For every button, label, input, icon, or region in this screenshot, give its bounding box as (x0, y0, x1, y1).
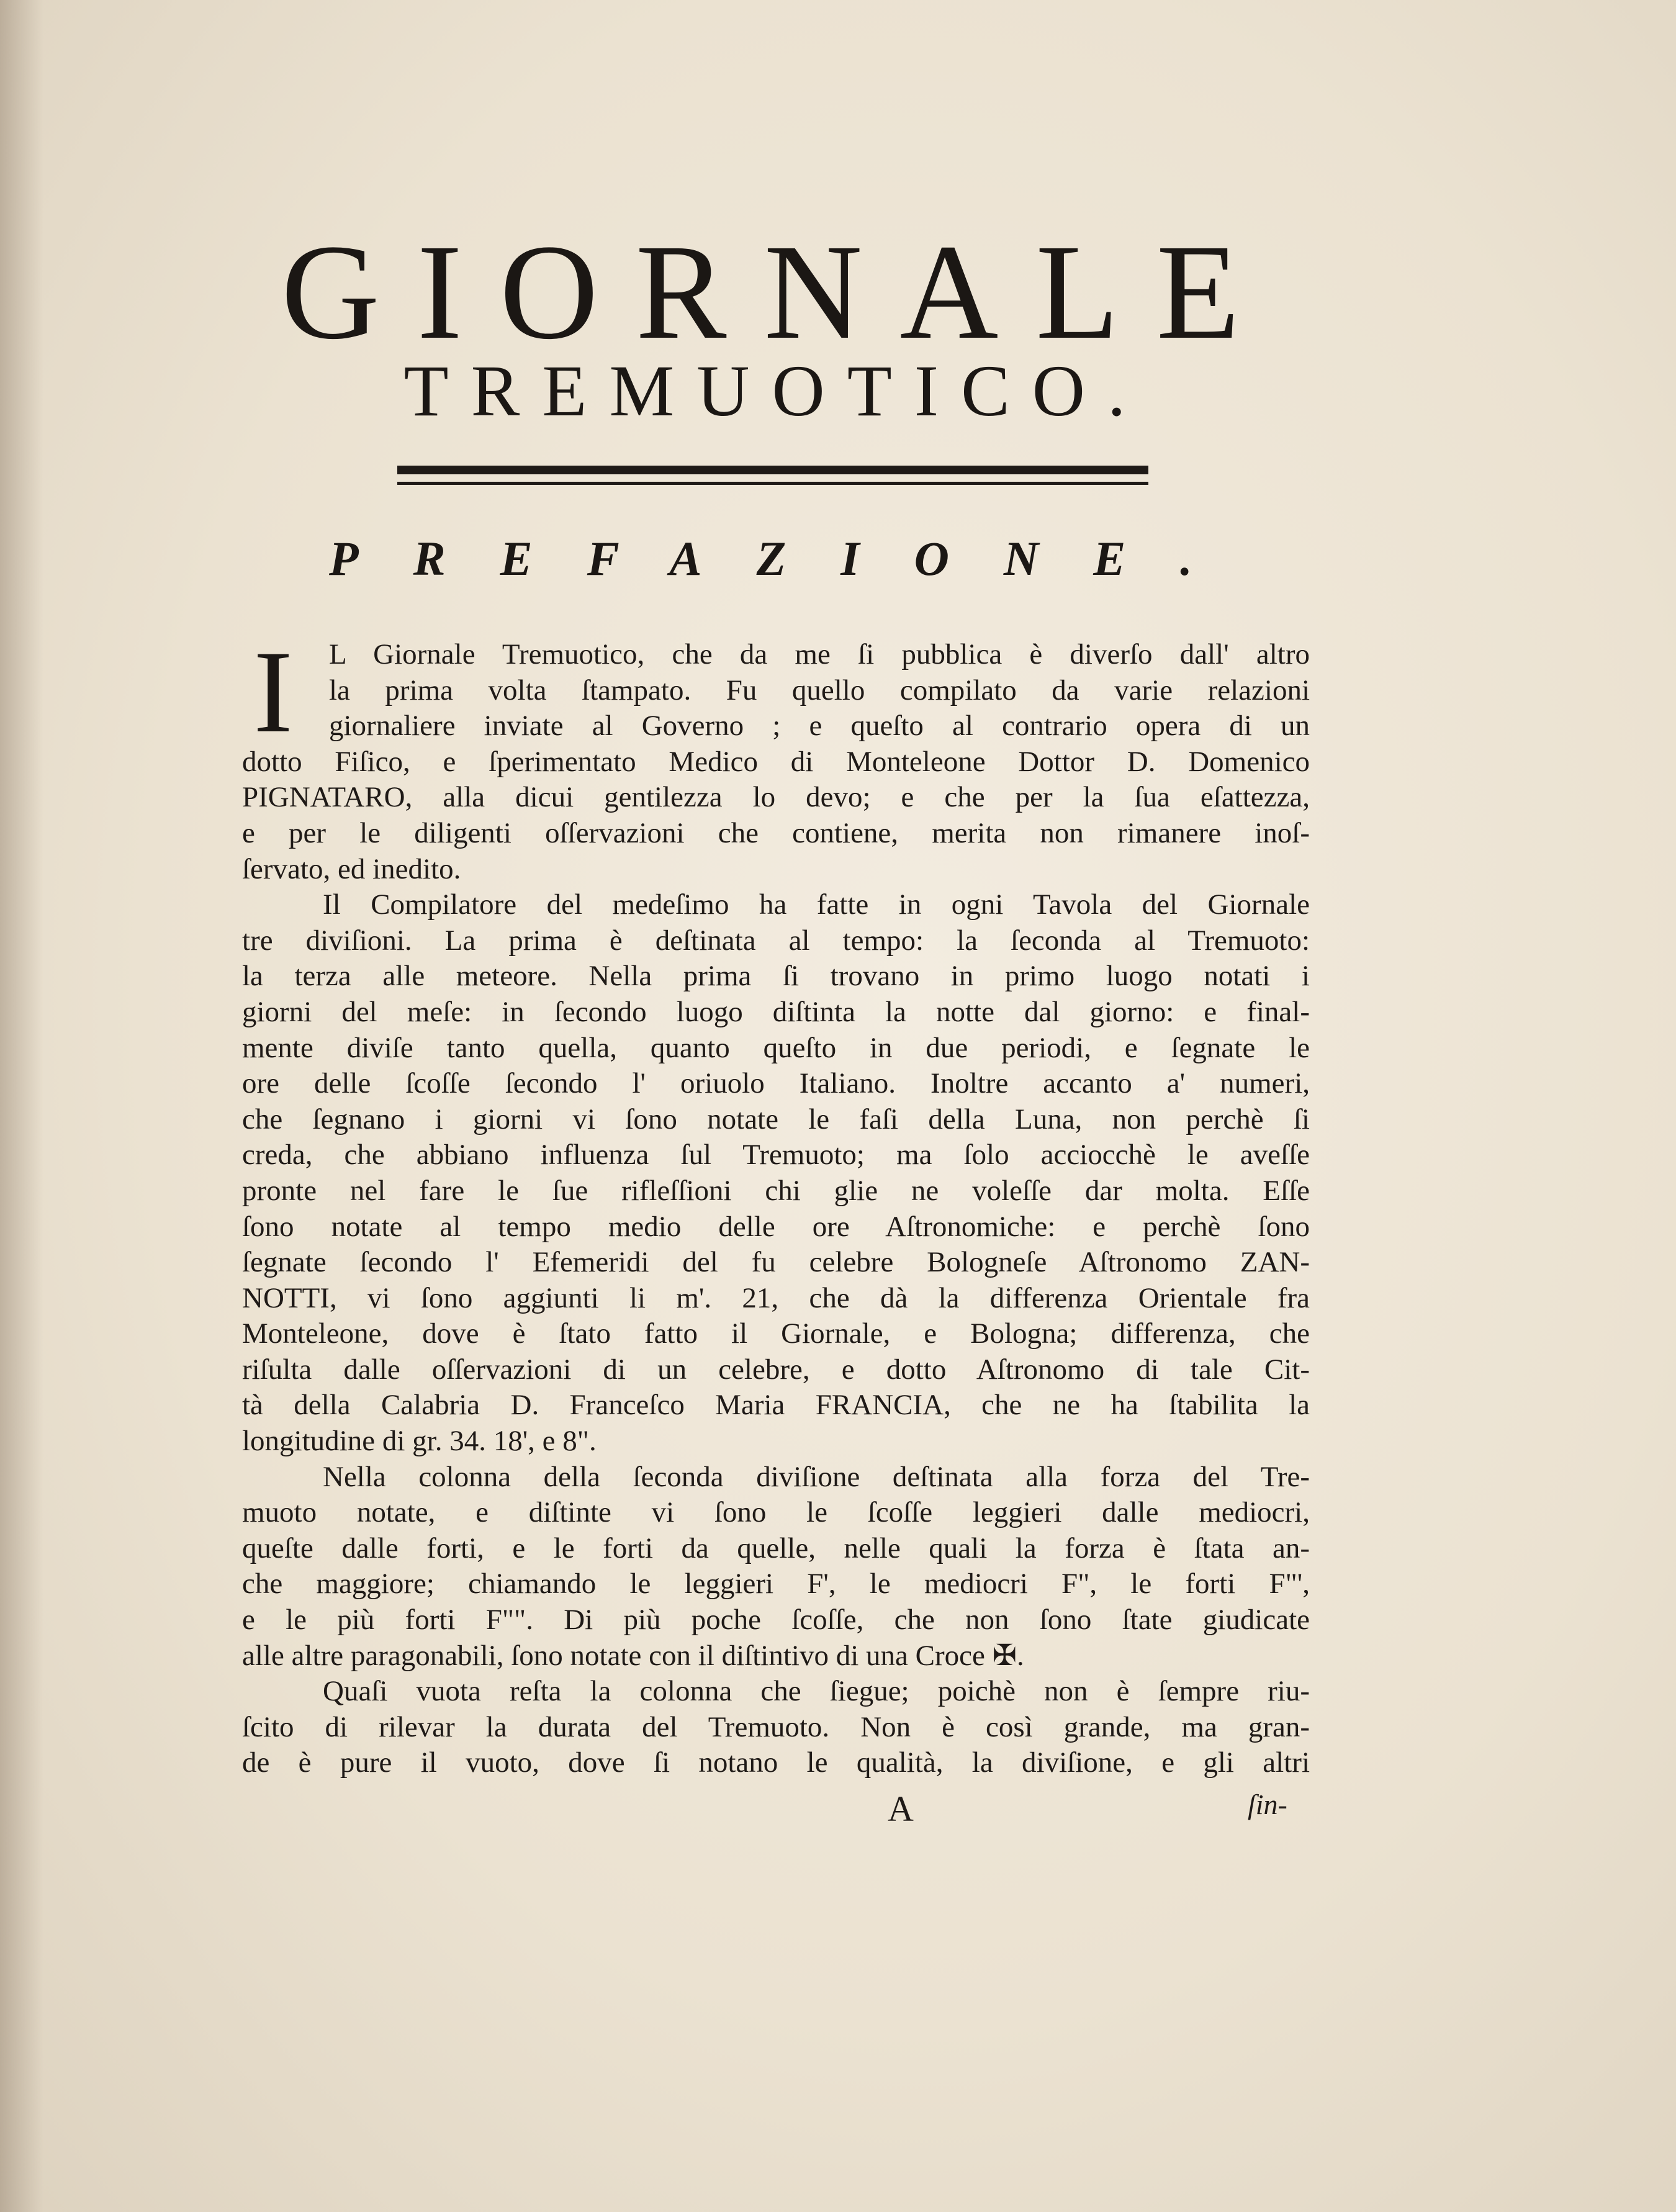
text-line: Il Compilatore del medeſimo ha fatte in ogni Tavola del Giornale (323, 888, 1310, 921)
text-line: queſte dalle forti, e le forti da quelle, nelle quali la forza è ſtata an- (242, 1532, 1310, 1564)
text-line: ore delle ſcoſſe ſecondo l' oriuolo Italiano. Inoltre accanto a' numeri, (242, 1067, 1310, 1100)
text-line: giorni del meſe: in ſecondo luogo diſtinta la notte dal giorno: e final- (242, 995, 1310, 1028)
text-line: ſervato, ed inedito. (242, 852, 461, 885)
text-line: alle altre paragonabili, ſono notate con il diſtintivo di una Croce ✠. (242, 1639, 1024, 1672)
text-line: la prima volta ſtampato. Fu quello compilato da varie relazioni (329, 674, 1310, 706)
text-line: creda, che abbiano influenza ſul Tremuoto; ma ſolo acciocchè le aveſſe (242, 1139, 1310, 1171)
title-rule-thin (397, 482, 1148, 485)
preface-heading: PREFAZIONE. (329, 531, 1247, 585)
text-line: e le più forti F"". Di più poche ſcoſſe, che non ſono ſtate giudicate (242, 1604, 1310, 1636)
text-line: NOTTI, vi ſono aggiunti li m'. 21, che dà la differenza Orientale fra (242, 1281, 1310, 1314)
text-line: PIGNATARO, alla dicui gentilezza lo devo; e che per la ſua eſattezza, (242, 781, 1310, 814)
text-line: e per le diligenti oſſervazioni che contiene, merita non rimanere inoſ- (242, 816, 1310, 849)
text-line: che maggiore; chiamando le leggieri F', le mediocri F", le forti F"', (242, 1568, 1310, 1600)
text-line: tre diviſioni. La prima è deſtinata al tempo: la ſeconda al Tremuoto: (242, 924, 1310, 957)
text-line: longitudine di gr. 34. 18', e 8". (242, 1425, 597, 1458)
text-line: pronte nel fare le ſue rifleſſioni chi glie ne voleſſe dar molta. Eſſe (242, 1174, 1310, 1207)
text-line: ſono notate al tempo medio delle ore Aſtronomiche: e perchè ſono (242, 1210, 1310, 1243)
text-line: giornaliere inviate al Governo ; e queſto al contrario opera di un (329, 710, 1310, 743)
signature-mark: A (888, 1789, 914, 1829)
text-line: tà della Calabria D. Franceſco Maria FRANCIA, che ne ha ſtabilita la (242, 1389, 1310, 1422)
text-line: Monteleone, dove è ſtato fatto il Giornale, e Bologna; differenza, che (242, 1317, 1310, 1350)
text-line: dotto Fiſico, e ſperimentato Medico di Monteleone Dottor D. Domenico (242, 745, 1310, 778)
drop-cap: I (253, 627, 293, 757)
catchword: ſin- (1248, 1789, 1287, 1820)
body-text (242, 637, 1310, 1781)
title-rule-thick (397, 466, 1148, 474)
text-line: la terza alle meteore. Nella prima ſi trovano in primo luogo notati i (242, 960, 1310, 993)
text-line: Quaſi vuota reſta la colonna che ſiegue; poichè non è ſempre riu- (323, 1675, 1310, 1708)
text-line: L Giornale Tremuotico, che da me ſi pubblica è diverſo dall' altro (329, 638, 1310, 670)
page-subtitle: TREMUOTICO. (403, 350, 1148, 431)
page-title: GIORNALE (281, 216, 1277, 368)
text-line: che ſegnano i giorni vi ſono notate le faſi della Luna, non perchè ſi (242, 1103, 1310, 1135)
text-line: riſulta dalle oſſervazioni di un celebre, e dotto Aſtronomo di tale Cit- (242, 1353, 1310, 1386)
text-line: ſcito di rilevar la durata del Tremuoto. Non è così grande, ma gran- (242, 1710, 1310, 1743)
page-gutter-shadow (0, 0, 43, 2212)
text-line: mente diviſe tanto quella, quanto queſto in due periodi, e ſegnate le (242, 1031, 1310, 1064)
text-line: de è pure il vuoto, dove ſi notano le qualità, la diviſione, e gli altri (242, 1746, 1310, 1779)
text-line: ſegnate ſecondo l' Efemeridi del fu celebre Bologneſe Aſtronomo ZAN- (242, 1246, 1310, 1279)
text-line: Nella colonna della ſeconda diviſione deſtinata alla forza del Tre- (323, 1460, 1310, 1493)
text-line: muoto notate, e diſtinte vi ſono le ſcoſſe leggieri dalle mediocri, (242, 1496, 1310, 1529)
